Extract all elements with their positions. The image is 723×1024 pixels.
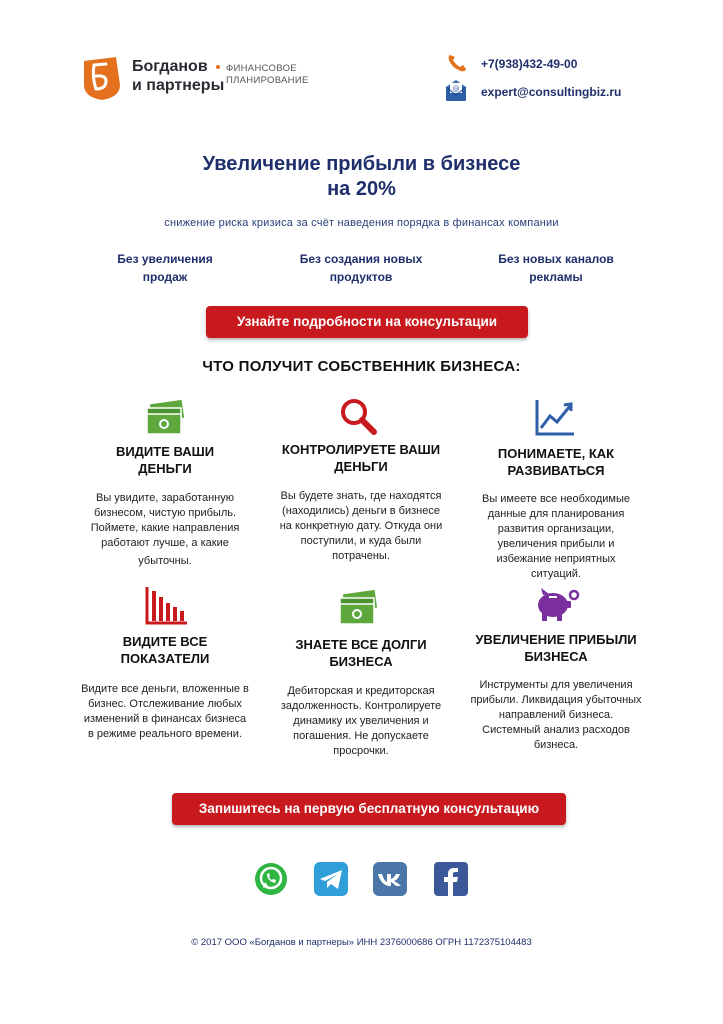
benefit-line1: Без новых каналов [498,252,614,266]
brand-name-line2: и партнеры [132,77,225,94]
desc-line: Инструменты для увеличения [479,679,633,691]
desc-line: направлений бизнеса. [498,709,614,721]
desc-line: Вы имеете все необходимые [481,493,630,505]
brand-name-line1: Богданов [132,58,208,75]
consultation-details-button[interactable]: Узнайте подробности на консультации [206,306,528,338]
piggy-bank-icon [533,585,577,625]
desc-line: Дебиторская и кредиторская [287,685,435,697]
desc-line: бизнеса. [533,739,579,751]
desc-line: убыточны. [138,555,192,567]
benefit-no-new-ad-channels [456,250,656,286]
benefit-line1: Без создания новых [299,252,423,266]
desc-line: погашения. Не допускаете [293,730,429,742]
phone-link[interactable]: +7(938)432-49-00 [481,57,578,71]
feature-description [261,684,461,759]
desc-line: (находились) деньги в бизнесе [282,505,440,517]
feature-title [456,445,656,479]
desc-line: работают лучше, а какие [101,537,229,549]
brand-tag-line1: ФИНАНСОВОЕ [226,63,297,74]
growth-chart-icon [534,398,578,438]
brand-tagline [226,63,309,87]
brand-separator-dot [216,65,220,69]
section-title: ЧТО ПОЛУЧИТ СОБСТВЕННИК БИЗНЕСА: [202,358,521,375]
page-title-line1: Увеличение прибыли в бизнесе [202,153,521,175]
feature-title-line1: ВИДИТЕ ВСЕ [122,634,208,649]
email-link[interactable]: expert@consultingbiz.ru [481,85,622,99]
desc-line: Поймете, какие направления [90,522,240,534]
feature-title-line1: КОНТРОЛИРУЕТЕ ВАШИ [281,442,441,457]
desc-line: прибыли. Ликвидация убыточных [470,694,642,706]
desc-line: динамику их увеличения и [293,715,429,727]
feature-title-line2: БИЗНЕСА [329,654,393,669]
desc-line: избежание неприятных [496,553,616,565]
svg-text:@: @ [452,85,460,93]
feature-title [261,441,461,475]
benefit-no-sales-increase [65,250,265,286]
desc-line: Видите все деньги, вложенные в [81,683,249,695]
feature-title-line1: ЗНАЕТЕ ВСЕ ДОЛГИ [295,637,427,652]
mail-icon [445,79,467,102]
feature-title [456,631,656,665]
desc-line: Системный анализ расходов [482,724,630,736]
feature-title-line2: ДЕНЬГИ [138,461,192,476]
feature-description [65,491,265,569]
magnifier-icon [338,396,382,436]
money-icon [143,398,187,438]
feature-title [261,636,461,670]
feature-title-line2: РАЗВИВАТЬСЯ [507,463,605,478]
benefit-no-new-products [261,250,461,286]
telegram-icon[interactable] [314,862,348,896]
desc-line: просрочки. [333,745,389,757]
feature-description [456,678,656,753]
benefit-line1: Без увеличения [117,252,213,266]
desc-line: бизнесом, чистую прибыль. [93,507,237,519]
vk-icon[interactable] [373,862,407,896]
desc-line: Вы увидите, заработанную [96,492,234,504]
feature-title [65,443,265,477]
footer-legal: © 2017 ООО «Богданов и партнеры» ИНН 2376000686 ОГРН 1172375104483 [191,937,532,948]
page-title [0,152,723,202]
desc-line: Вы будете знать, где находятся [280,490,442,502]
desc-line: задолженность. Контролируете [280,700,442,712]
phone-icon [447,53,469,73]
desc-line: ситуаций. [531,568,581,580]
money-icon [336,588,380,628]
benefit-line2: продуктов [329,270,393,284]
benefit-line2: продаж [142,270,188,284]
desc-line: развития организации, [497,523,615,535]
desc-line: в режиме реального времени. [88,728,242,740]
bar-chart-icon [145,585,189,625]
feature-title-line1: УВЕЛИЧЕНИЕ ПРИБЫЛИ [475,632,637,647]
free-consultation-button[interactable]: Запишитесь на первую бесплатную консультацию [172,793,566,825]
feature-description [456,492,656,582]
feature-description [261,489,461,564]
feature-title-line2: ПОКАЗАТЕЛИ [120,651,210,666]
benefit-line2: рекламы [529,270,583,284]
desc-line: потрачены. [332,550,390,562]
brand-tag-line2: ПЛАНИРОВАНИЕ [226,75,309,86]
desc-line: данные для планирования [487,508,625,520]
logo-mark-icon [80,55,124,101]
page-subtitle: снижение риска кризиса за счёт наведения порядка в финансах компании [164,217,559,229]
desc-line: изменений в финансах бизнеса [83,713,247,725]
desc-line: на конкретную дату. Откуда они [279,520,443,532]
feature-description [65,682,265,742]
page-title-line2: на 20% [327,178,396,200]
feature-title-line2: БИЗНЕСА [524,649,588,664]
facebook-icon[interactable] [434,862,468,896]
feature-title-line1: ПОНИМАЕТЕ, КАК [497,446,615,461]
desc-line: поступили, и куда были [300,535,422,547]
feature-title [65,633,265,667]
feature-title-line1: ВИДИТЕ ВАШИ [115,444,215,459]
desc-line: бизнес. Отслеживание любых [88,698,242,710]
whatsapp-icon[interactable] [254,862,288,896]
brand-name [132,57,224,95]
desc-line: увеличения прибыли и [497,538,615,550]
feature-title-line2: ДЕНЬГИ [334,459,388,474]
